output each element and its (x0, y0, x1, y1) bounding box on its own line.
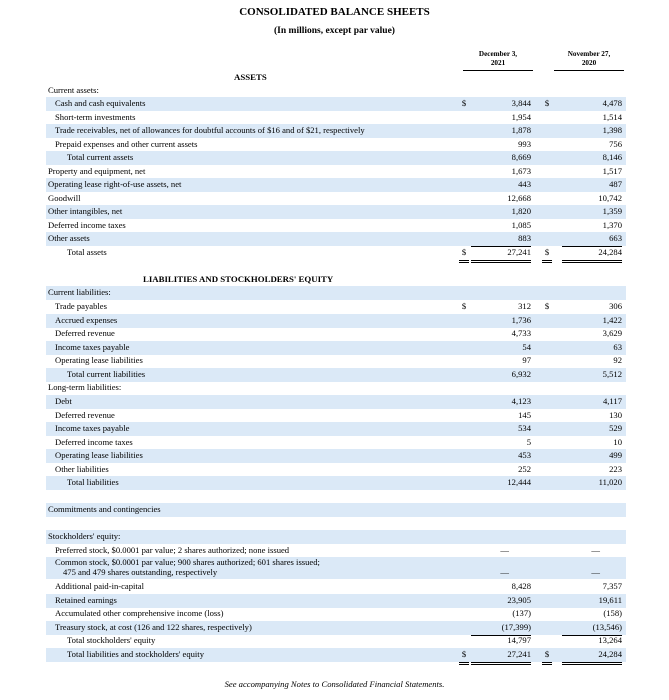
value-2021: 312 (518, 301, 531, 311)
value-2021: — (500, 545, 509, 555)
row-label: Accumulated other comprehensive income (loss) (55, 608, 224, 618)
table-row (46, 449, 626, 463)
row-label: Preferred stock, $0.0001 par value; 2 shares authorized; none issued (55, 545, 290, 555)
value-2020: 24,284 (562, 648, 622, 665)
value-2021: 453 (518, 450, 531, 460)
value-2021: 8,669 (511, 152, 531, 162)
row-label: Operating lease right-of-use assets, net (48, 179, 182, 189)
row-label: Deferred revenue (55, 328, 115, 338)
table-row (46, 286, 626, 300)
currency-symbol: $ (544, 98, 550, 108)
value-2020: (13,546) (562, 621, 622, 636)
table-row (46, 205, 626, 219)
column-header-2020 (554, 50, 624, 71)
row-label: Deferred income taxes (48, 220, 126, 230)
value-2020: 499 (609, 450, 622, 460)
table-row (46, 381, 626, 395)
table-row (46, 232, 626, 246)
currency-symbol: $ (542, 648, 552, 665)
value-2020: 13,264 (562, 634, 622, 649)
value-2021: 993 (471, 138, 531, 153)
table-row (46, 97, 626, 111)
value-2020: 3,629 (602, 328, 622, 338)
value-2021: 8,428 (511, 581, 531, 591)
table-row (46, 594, 626, 608)
value-2020: 19,611 (598, 595, 622, 605)
currency-symbol: $ (459, 246, 469, 263)
value-2020: 1,422 (602, 315, 622, 325)
value-2021: 5 (526, 437, 531, 447)
table-row (46, 138, 626, 152)
value-2021: 883 (471, 232, 531, 247)
table-row (46, 607, 626, 621)
row-label: Deferred income taxes (55, 437, 133, 447)
table-row (46, 422, 626, 436)
table-row (46, 124, 626, 138)
value-2021: 1,673 (511, 166, 531, 176)
assets-section-title: ASSETS (234, 72, 267, 82)
page-subtitle: (In millions, except par value) (274, 26, 395, 36)
value-2021: 1,085 (511, 220, 531, 230)
value-2021: 252 (471, 463, 531, 478)
value-2021: 4,123 (511, 396, 531, 406)
value-2021: 27,241 (471, 648, 531, 665)
row-label: Property and equipment, net (48, 166, 146, 176)
table-row (46, 354, 626, 368)
row-label: Total liabilities and stockholders' equity (67, 649, 204, 659)
value-2021: 27,241 (471, 246, 531, 263)
table-row (46, 436, 626, 450)
row-label: Trade receivables, net of allowances for doubtful accounts of $16 and of $21, respectively (55, 125, 365, 135)
value-2020: 1,517 (602, 166, 622, 176)
value-2020: 5,512 (602, 369, 622, 379)
value-2021: 4,733 (511, 328, 531, 338)
value-2020: 10,742 (598, 193, 622, 203)
row-label: Total current liabilities (67, 369, 146, 379)
row-label: Treasury stock, at cost (126 and 122 shares, respectively) (55, 622, 252, 632)
value-2020: 63 (613, 342, 622, 352)
value-2021: 1,736 (511, 315, 531, 325)
row-label: Goodwill (48, 193, 81, 203)
value-2021: 6,932 (511, 369, 531, 379)
row-label: Short-term investments (55, 112, 136, 122)
table-row (46, 165, 626, 179)
table-row (46, 557, 626, 579)
value-2020: 1,398 (602, 125, 622, 135)
row-label: Deferred revenue (55, 410, 115, 420)
row-label: Current liabilities: (48, 287, 111, 297)
table-row (46, 503, 626, 517)
row-label: Accrued expenses (55, 315, 118, 325)
value-2021: (17,399) (471, 621, 531, 636)
row-label: Long-term liabilities: (48, 382, 122, 392)
row-label: Stockholders' equity: (48, 531, 121, 541)
table-row (46, 341, 626, 355)
value-2020: 4,478 (602, 98, 622, 108)
value-2021: 12,444 (507, 477, 531, 487)
value-2021: 54 (522, 342, 531, 352)
value-2021: 1,820 (511, 206, 531, 216)
currency-symbol: $ (461, 98, 467, 108)
table-row (46, 84, 626, 98)
table-row (46, 111, 626, 125)
table-row (46, 634, 626, 648)
value-2020: 223 (562, 463, 622, 478)
value-2020: — (591, 545, 600, 555)
table-row (46, 151, 626, 165)
column-header-2021 (463, 50, 533, 71)
value-2021: 12,668 (507, 193, 531, 203)
row-label: Retained earnings (55, 595, 117, 605)
table-row (46, 246, 626, 260)
value-2021: 23,905 (507, 595, 531, 605)
row-label: Common stock, $0.0001 par value; 900 shares authorized; 601 shares issued; (55, 557, 320, 567)
value-2020: 130 (609, 410, 622, 420)
value-2021: 145 (518, 410, 531, 420)
row-label: Total liabilities (67, 477, 119, 487)
table-row (46, 621, 626, 635)
row-label-continued: 475 and 479 shares outstanding, respectively (63, 567, 218, 577)
row-label: Operating lease liabilities (55, 450, 143, 460)
footnote: See accompanying Notes to Consolidated Financial Statements. (224, 679, 445, 689)
value-2020: 306 (609, 301, 622, 311)
currency-symbol: $ (542, 246, 552, 263)
table-row (46, 580, 626, 594)
table-row (46, 368, 626, 382)
table-row (46, 395, 626, 409)
row-label: Debt (55, 396, 72, 406)
table-row (46, 463, 626, 477)
value-2020: — (591, 567, 600, 577)
value-2021: 534 (518, 423, 531, 433)
row-label: Income taxes payable (55, 423, 130, 433)
row-label: Other assets (48, 233, 90, 243)
row-label: Total stockholders' equity (67, 635, 156, 645)
table-row (46, 327, 626, 341)
value-2020: 4,117 (602, 396, 622, 406)
value-2021: 1,878 (511, 125, 531, 135)
row-label: Additional paid-in-capital (55, 581, 145, 591)
value-2021: 1,954 (511, 112, 531, 122)
row-label: Total assets (67, 247, 107, 257)
value-2020: 1,514 (602, 112, 622, 122)
value-2021: 443 (518, 179, 531, 189)
column-header-2021-text: December 3, 2021 (478, 50, 518, 67)
liabilities-section-title: LIABILITIES AND STOCKHOLDERS' EQUITY (143, 274, 334, 284)
row-label: Other intangibles, net (48, 206, 123, 216)
value-2020: 487 (609, 179, 622, 189)
currency-symbol: $ (544, 301, 550, 311)
row-label: Cash and cash equivalents (55, 98, 146, 108)
value-2020: 8,146 (602, 152, 622, 162)
table-row (46, 219, 626, 233)
table-row (46, 314, 626, 328)
value-2020: 24,284 (562, 246, 622, 263)
row-label: Other liabilities (55, 464, 109, 474)
column-header-2020-text: November 27, 2020 (567, 50, 611, 67)
row-label: Prepaid expenses and other current assets (55, 139, 198, 149)
currency-symbol: $ (459, 648, 469, 665)
row-label: Current assets: (48, 85, 99, 95)
table-row (46, 648, 626, 662)
table-row (46, 300, 626, 314)
table-row (46, 476, 626, 490)
value-2020: 10 (613, 437, 622, 447)
value-2021: (137) (512, 608, 531, 618)
table-row (46, 192, 626, 206)
row-label: Total current assets (67, 152, 134, 162)
table-row (46, 178, 626, 192)
value-2020: 7,357 (602, 581, 622, 591)
page-title: CONSOLIDATED BALANCE SHEETS (239, 6, 430, 18)
value-2020: 663 (562, 232, 622, 247)
row-label: Income taxes payable (55, 342, 130, 352)
value-2020: 1,370 (602, 220, 622, 230)
table-row (46, 530, 626, 544)
value-2020: 1,359 (602, 206, 622, 216)
row-label: Operating lease liabilities (55, 355, 143, 365)
value-2021: 97 (471, 354, 531, 369)
currency-symbol: $ (461, 301, 467, 311)
value-2020: 11,020 (598, 477, 622, 487)
value-2020: (158) (603, 608, 622, 618)
value-2020: 756 (562, 138, 622, 153)
value-2021: 14,797 (471, 634, 531, 649)
value-2021: 3,844 (511, 98, 531, 108)
value-2021: — (500, 567, 509, 577)
row-label: Trade payables (55, 301, 107, 311)
table-row (46, 409, 626, 423)
value-2020: 529 (609, 423, 622, 433)
value-2020: 92 (562, 354, 622, 369)
table-row (46, 544, 626, 558)
row-label: Commitments and contingencies (48, 504, 161, 514)
